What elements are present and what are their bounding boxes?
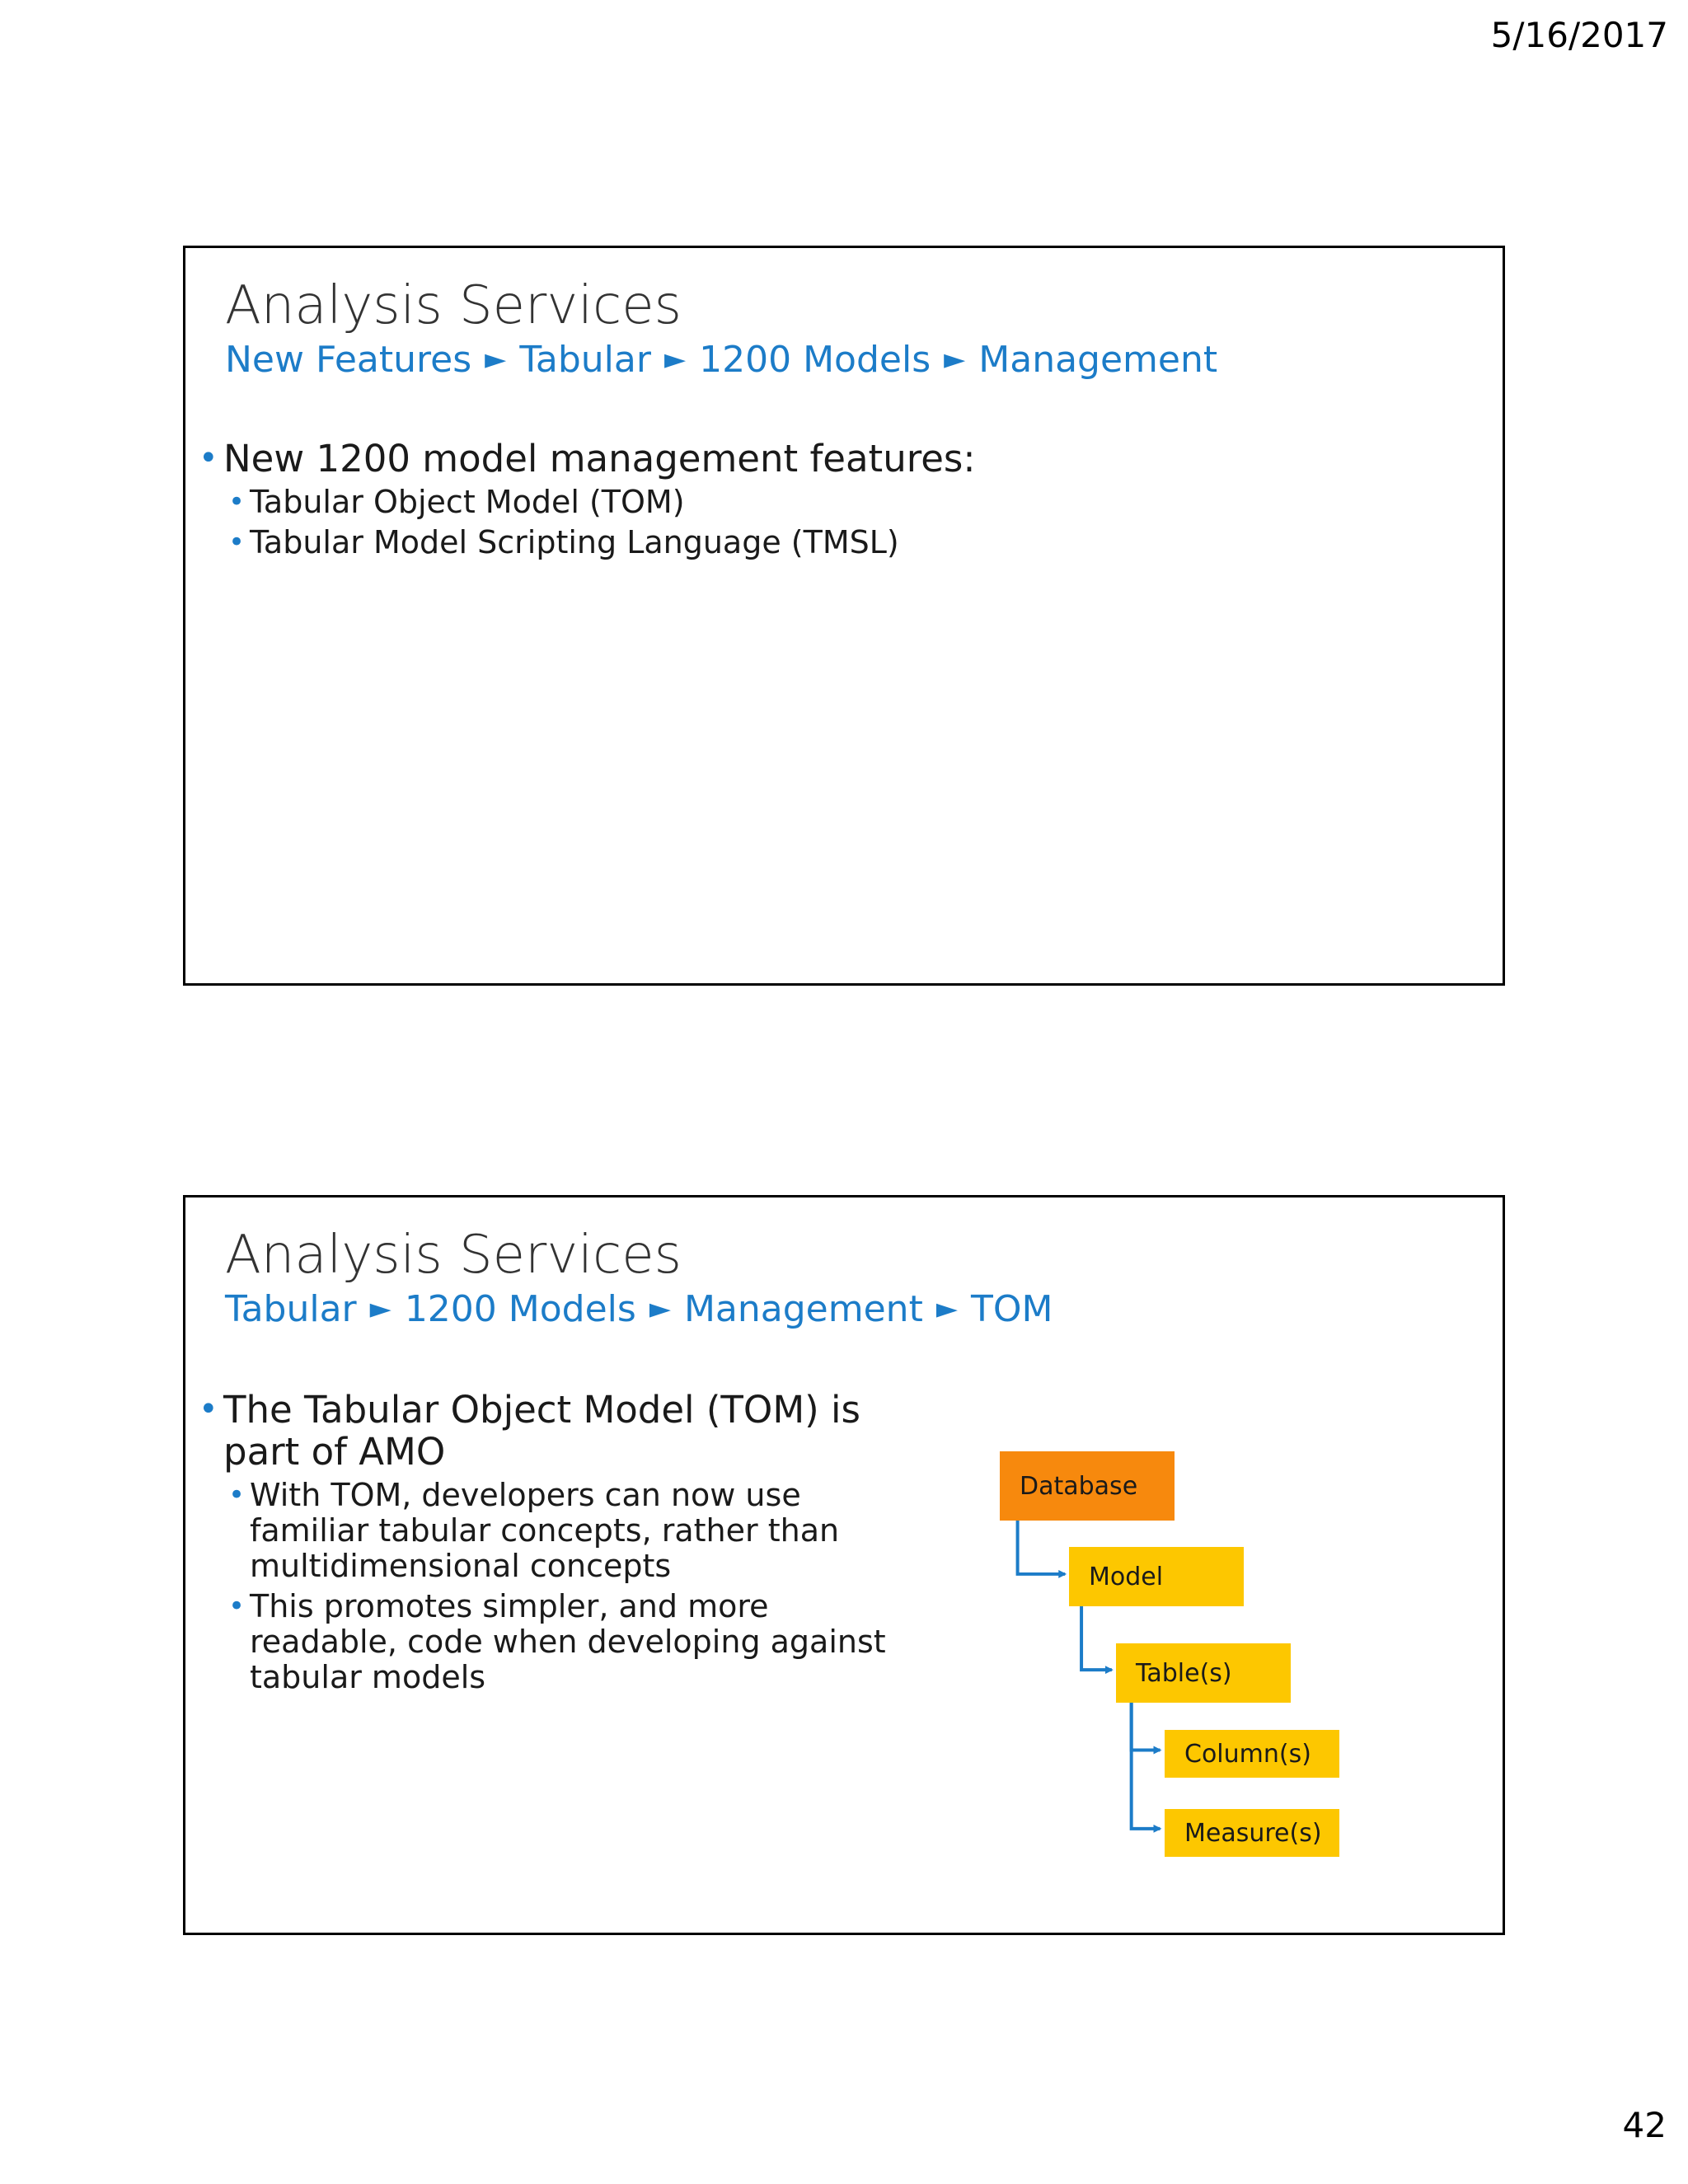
bullet-item [194, 1389, 903, 1473]
diagram-node-measures: Measure(s) [1165, 1809, 1339, 1857]
connector-database-model [1018, 1518, 1066, 1574]
slide-1 [183, 246, 1505, 986]
bullet-text: The Tabular Object Model (TOM) is part of AMO [223, 1388, 860, 1474]
bullet-icon: • [228, 485, 246, 518]
slide-title: Analysis Services [225, 1225, 682, 1286]
diagram-node-model: Model [1069, 1547, 1244, 1606]
diagram-node-columns: Column(s) [1165, 1730, 1339, 1778]
bullet-item [194, 438, 1430, 480]
slide-2 [183, 1195, 1505, 1935]
bullet-text: New 1200 model management features: [223, 437, 976, 480]
bullet-text: With TOM, developers can now use familiar tabular concepts, rather than multidimensional concepts [250, 1477, 840, 1584]
breadcrumb-item: 1200 Models [404, 1288, 636, 1330]
breadcrumb [225, 340, 1217, 380]
bullet-list [194, 1389, 903, 1695]
connector-tables-measures [1132, 1699, 1160, 1829]
breadcrumb-item: 1200 Models [699, 339, 931, 381]
bullet-icon: • [228, 1479, 246, 1511]
breadcrumb-item: TOM [970, 1288, 1053, 1330]
breadcrumb-arrow-icon: ► [944, 343, 966, 376]
diagram-node-tables: Table(s) [1116, 1643, 1291, 1703]
sub-bullet-item [194, 525, 1430, 560]
breadcrumb-item: Management [978, 339, 1218, 381]
bullet-text: This promotes simpler, and more readable, code when developing against tabular models [250, 1588, 886, 1695]
sub-bullet-item [194, 485, 1430, 520]
bullet-list [194, 438, 1430, 560]
breadcrumb-arrow-icon: ► [485, 343, 507, 376]
bullet-text: Tabular Model Scripting Language (TMSL) [250, 524, 899, 560]
breadcrumb-arrow-icon: ► [935, 1292, 958, 1325]
breadcrumb-item: Management [683, 1288, 923, 1330]
sub-bullet-item [194, 1589, 903, 1695]
bullet-icon: • [199, 1390, 218, 1428]
breadcrumb-item: Tabular [519, 339, 651, 381]
sub-bullet-item [194, 1478, 903, 1584]
bullet-icon: • [228, 526, 246, 559]
page-date: 5/16/2017 [1490, 15, 1668, 55]
breadcrumb-arrow-icon: ► [649, 1292, 671, 1325]
bullet-icon: • [228, 1590, 246, 1623]
diagram-node-database: Database [1000, 1451, 1175, 1521]
connector-model-tables [1081, 1604, 1112, 1670]
breadcrumb-item: Tabular [225, 1288, 357, 1330]
slide-title: Analysis Services [225, 275, 682, 336]
connector-tables-columns [1132, 1699, 1160, 1750]
page-number: 42 [1622, 2105, 1667, 2145]
breadcrumb-item: New Features [225, 339, 472, 381]
bullet-text: Tabular Object Model (TOM) [250, 484, 685, 520]
breadcrumb-arrow-icon: ► [663, 343, 687, 376]
breadcrumb [225, 1290, 1053, 1329]
bullet-icon: • [199, 439, 218, 477]
breadcrumb-arrow-icon: ► [369, 1292, 392, 1325]
